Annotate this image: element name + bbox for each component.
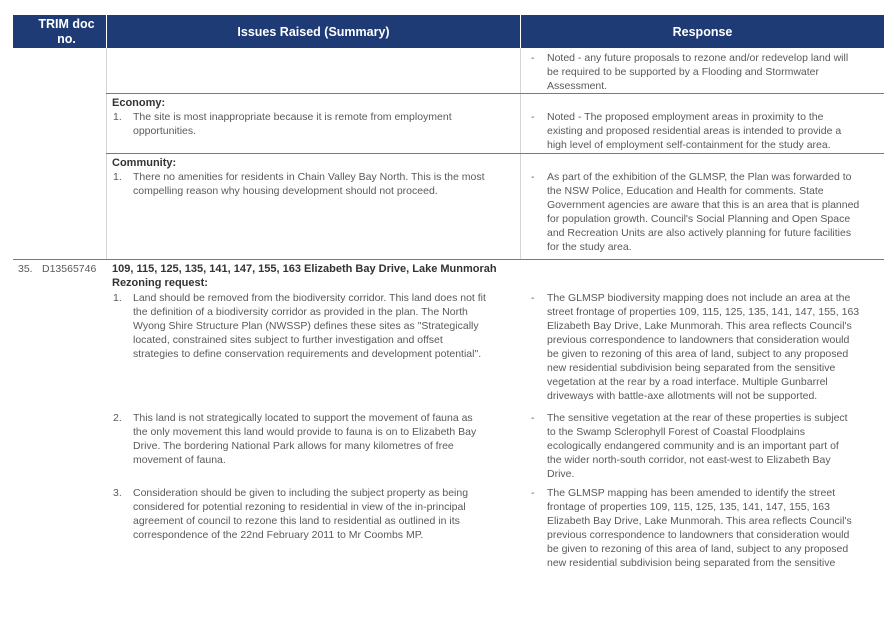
response-line: previous correspondence to landowners that consideration would (547, 529, 850, 541)
response-line: new residential subdivision being separated from the sensitive (547, 557, 836, 569)
response-line: Government agencies are aware that this is an area that is planned (547, 199, 860, 211)
response-line: previous correspondence to landowners that consideration would (547, 334, 850, 346)
response-line: be given to rezoning of this area of land, subject to any proposed (547, 543, 849, 555)
response-dash: - (531, 487, 535, 499)
response-line: the NSW Police, Education and Health for comments. State (547, 185, 824, 197)
response-line: Elizabeth Bay Drive, Lake Munmorah. This area reflects Council's (547, 515, 852, 527)
response-line: to the Swamp Sclerophyll Forest of Coastal Floodplains (547, 426, 805, 438)
issue-line: movement of fauna. (133, 454, 226, 466)
row-number: 35. (18, 263, 33, 275)
issue-line: the only movement this land would provide to fauna is on to Elizabeth Bay (133, 426, 477, 438)
issue-line: agreement of council to rezone this land to residential as outlined in its (133, 515, 460, 527)
header-trim-line1: TRIM doc (38, 16, 95, 31)
response-line: be given to rezoning of this area of land, subject to any proposed (547, 348, 849, 360)
response-line: As part of the exhibition of the GLMSP, the Plan was forwarded to (547, 171, 852, 183)
issue-line: Land should be removed from the biodiversity corridor. This land does not fit (133, 292, 486, 304)
row-divider (106, 153, 884, 154)
response-line: frontage of properties 109, 115, 125, 135, 141, 147, 155, 163 (547, 501, 830, 513)
issue-line: opportunities. (133, 125, 197, 137)
issue-line: the definition of a biodiversity corridor as provided in the plan. The North (133, 306, 468, 318)
header-issues: Issues Raised (Summary) (237, 24, 390, 39)
header-trim-doc (13, 15, 106, 48)
response-line: new residential subdivision being separated from the sensitive (547, 362, 836, 374)
issue-line: considered for potential rezoning to residential in view of the in-principal (133, 501, 466, 513)
issue-line: The site is most inappropriate because it is remote from employment (133, 111, 452, 123)
response-line: Drive. (547, 468, 575, 480)
response-line: The GLMSP mapping has been amended to identify the street (547, 487, 836, 499)
response-dash: - (531, 292, 535, 304)
issue-number: 1. (113, 111, 122, 123)
issue-line: There no amenities for residents in Chain Valley Bay North. This is the most (133, 171, 485, 183)
response-dash: - (531, 52, 535, 64)
property-address: 109, 115, 125, 135, 141, 147, 155, 163 Elizabeth Bay Drive, Lake Munmorah (112, 263, 497, 275)
response-line: Noted - The proposed employment areas in proximity to the (547, 111, 824, 123)
response-dash: - (531, 171, 535, 183)
issue-line: Consideration should be given to including the subject property as being (133, 487, 469, 499)
economy-heading: Economy: (112, 97, 166, 109)
response-line: for population growth. Council's Social Planning and Open Space (547, 213, 851, 225)
response-line: street frontage of properties 109, 115, 125, 135, 141, 147, 155, 163 (547, 306, 860, 318)
issue-number: 1. (113, 171, 122, 183)
response-line: driveways with battle-axe allotments will not be supported. (547, 390, 818, 402)
issue-line: located, constrained sites subject to further investigation and offset (133, 334, 443, 346)
row-divider (106, 93, 884, 94)
issue-number: 3. (113, 487, 122, 499)
response-line: existing and proposed residential areas is intended to provide a (547, 125, 842, 137)
row-divider (13, 259, 884, 260)
column-divider (520, 48, 521, 260)
response-dash: - (531, 412, 535, 424)
header-response: Response (672, 24, 733, 39)
response-line: Assessment. (547, 80, 608, 92)
response-line: Noted - any future proposals to rezone and/or redevelop land will (547, 52, 849, 64)
response-line: the wider north-south corridor, not east-west to Elizabeth Bay (547, 454, 831, 466)
response-dash: - (531, 111, 535, 123)
issue-number: 2. (113, 412, 122, 424)
issue-number: 1. (113, 292, 122, 304)
response-line: high level of employment self-containment for the study area. (547, 139, 831, 151)
response-line: The GLMSP biodiversity mapping does not include an area at the (547, 292, 851, 304)
issue-line: correspondence of the 22nd February 2011 to Mr Coombs MP. (133, 529, 424, 541)
issue-line: strategies to define conservation requirements and development potential". (133, 348, 482, 360)
header-trim-line2: no. (57, 31, 76, 46)
community-heading: Community: (112, 157, 177, 169)
rezoning-heading: Rezoning request: (112, 277, 208, 289)
response-line: Elizabeth Bay Drive, Lake Munmorah. This area reflects Council's (547, 320, 852, 332)
column-divider (106, 48, 107, 260)
response-line: for the study area. (547, 241, 632, 253)
issue-line: Drive. The bordering National Park allows for many kilometres of free (133, 440, 454, 452)
response-line: vegetation at the rear by a road interface. Multiple Gunbarrel (547, 376, 828, 388)
response-line: be required to be supported by a Flooding and Stormwater (547, 66, 820, 78)
issue-line: Wyong Shire Structure Plan (NWSSP) defines these sites as "Strategically (133, 320, 479, 332)
trim-doc-number: D13565746 (42, 263, 97, 275)
response-line: The sensitive vegetation at the rear of these properties is subject (547, 412, 848, 424)
issue-line: This land is not strategically located to support the movement of fauna as (133, 412, 473, 424)
issue-line: compelling reason why housing development should not proceed. (133, 185, 438, 197)
response-line: and Recreation Units are also actively planning for future facilities (547, 227, 852, 239)
response-line: ecologically endangered community and is an important part of (547, 440, 839, 452)
